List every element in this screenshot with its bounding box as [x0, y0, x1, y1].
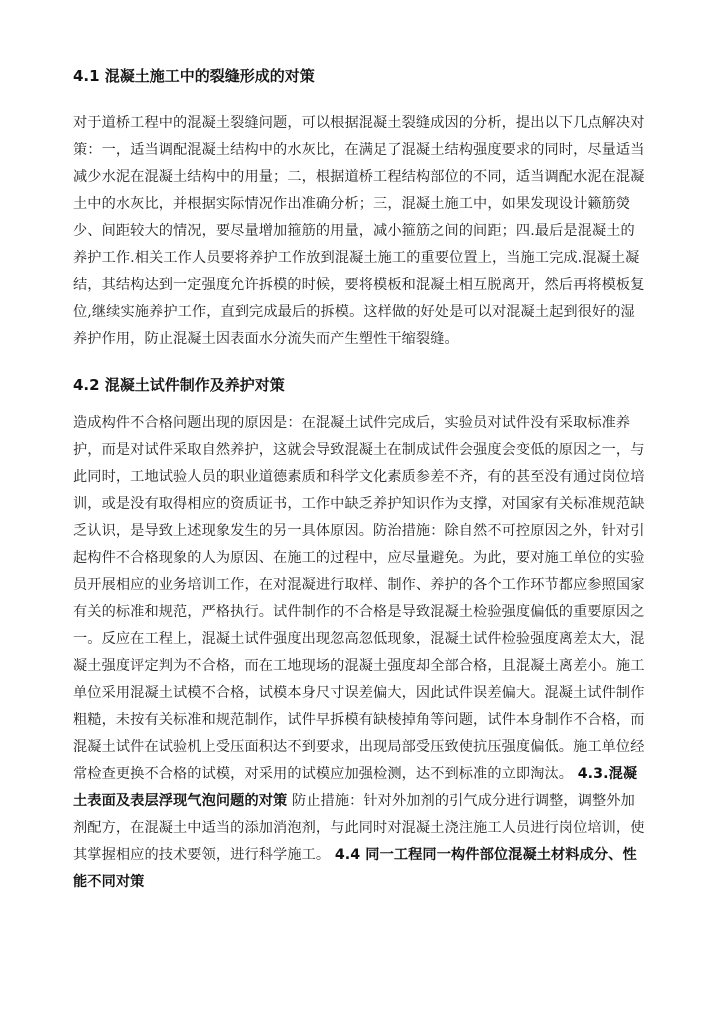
inline-heading-4-4: 4.4 同一工程同一构件部位混凝土材料成分、性 — [334, 847, 637, 863]
inline-heading-4-3: 4.3.混凝 — [577, 766, 638, 782]
paragraph-line: 剂配方，在混凝土中适当的添加消泡剂，与此同时对混凝土浇注施工人员进行岗位培训，使 — [73, 820, 645, 836]
paragraph-line — [73, 872, 144, 892]
paragraph-line: 训，或是没有取得相应的资质证书，工作中缺乏养护知识作为支撑，对国家有关标准规范缺 — [73, 496, 645, 512]
paragraph-line: 乏认识，是导致上述现象发生的另一具体原因。防治措施：除自然不可控原因之外，针对引 — [73, 523, 645, 539]
paragraph-line: 策：一，适当调配混凝土结构中的水灰比，在满足了混凝土结构强度要求的同时，尽量适当 — [73, 142, 645, 158]
paragraph-line: 造成构件不合格问题出现的原因是：在混凝土试件完成后，实验员对试件没有采取标准养 — [73, 415, 631, 431]
section-heading-4-1: 4.1 混凝土施工中的裂缝形成的对策 — [73, 67, 315, 85]
paragraph-line: 粗糙，未按有关标准和规范制作，试件早拆模有缺棱掉角等问题，试件本身制作不合格，而 — [73, 712, 645, 728]
paragraph-line: 位,继续实施养护工作，直到完成最后的拆模。这样做的好处是可以对混凝土起到很好的湿 — [73, 304, 635, 320]
inline-heading-4-3-cont: 土表面及表层浮现气泡问题的对策 — [73, 793, 288, 809]
paragraph-line — [73, 845, 637, 865]
section-heading-4-2: 4.2 混凝土试件制作及养护对策 — [73, 376, 285, 394]
paragraph-text: 常检查更换不合格的试模，对采用的试模应加强检测，达不到标准的立即淘汰。 — [73, 766, 574, 782]
paragraph-line: 对于道桥工程中的混凝土裂缝问题，可以根据混凝土裂缝成因的分析，提出以下几点解决对 — [73, 115, 645, 131]
paragraph-line: 混凝土试件在试验机上受压面积达不到要求，出现局部受压致使抗压强度偏低。施工单位经 — [73, 739, 645, 755]
paragraph-line: 一。反应在工程上，混凝土试件强度出现忽高忽低现象，混凝土试件检验强度离差太大，混 — [73, 631, 645, 647]
paragraph-line: 少、间距较大的情况，要尽量增加箍筋的用量，减小箍筋之间的间距；四.最后是混凝土的 — [73, 223, 635, 239]
paragraph-line: 有关的标准和规范，严格执行。试件制作的不合格是导致混凝土检验强度偏低的重要原因之 — [73, 604, 645, 620]
paragraph-line: 结，其结构达到一定强度允许拆模的时候，要将模板和混凝土相互脱离开，然后再将模板复 — [73, 277, 645, 293]
paragraph-text: 防止措施：针对外加剂的引气成分进行调整，调整外加 — [291, 793, 635, 809]
paragraph-line: 起构件不合格现象的人为原因、在施工的过程中，应尽量避免。为此，要对施工单位的实验 — [73, 550, 645, 566]
paragraph-line — [73, 791, 635, 811]
paragraph-text: 其掌握相应的技术要领，进行科学施工。 — [73, 847, 331, 863]
inline-heading-4-4-cont: 能不同对策 — [73, 874, 145, 890]
paragraph-line — [73, 764, 637, 784]
paragraph-line: 减少水泥在混凝土结构中的用量；二，根据道桥工程结构部位的不同，适当调配水泥在混凝 — [73, 169, 645, 185]
paragraph-line: 此同时，工地试验人员的职业道德素质和科学文化素质参差不齐，有的甚至没有通过岗位培 — [73, 469, 645, 485]
paragraph-line: 养护作用，防止混凝土因表面水分流失而产生塑性干缩裂缝。 — [73, 331, 459, 347]
paragraph-line: 员开展相应的业务培训工作，在对混凝进行取样、制作、养护的各个工作环节都应参照国家 — [73, 577, 645, 593]
paragraph-line: 凝土强度评定判为不合格，而在工地现场的混凝土强度却全部合格，且混凝土离差小。施工 — [73, 658, 645, 674]
paragraph-line: 护，而是对试件采取自然养护，这就会导致混凝土在制成试件会强度会变低的原因之一，与 — [73, 442, 645, 458]
paragraph-line: 土中的水灰比，并根据实际情况作出准确分析；三，混凝土施工中，如果发现设计籁筋熒 — [73, 196, 631, 212]
paragraph-line: 养护工作.相关工作人员要将养护工作放到混凝土施工的重要位置上，当施工完成.混凝土凝 — [73, 250, 640, 266]
paragraph-line: 单位采用混凝土试模不合格，试模本身尺寸误差偏大，因此试件误差偏大。混凝土试件制作 — [73, 685, 645, 701]
